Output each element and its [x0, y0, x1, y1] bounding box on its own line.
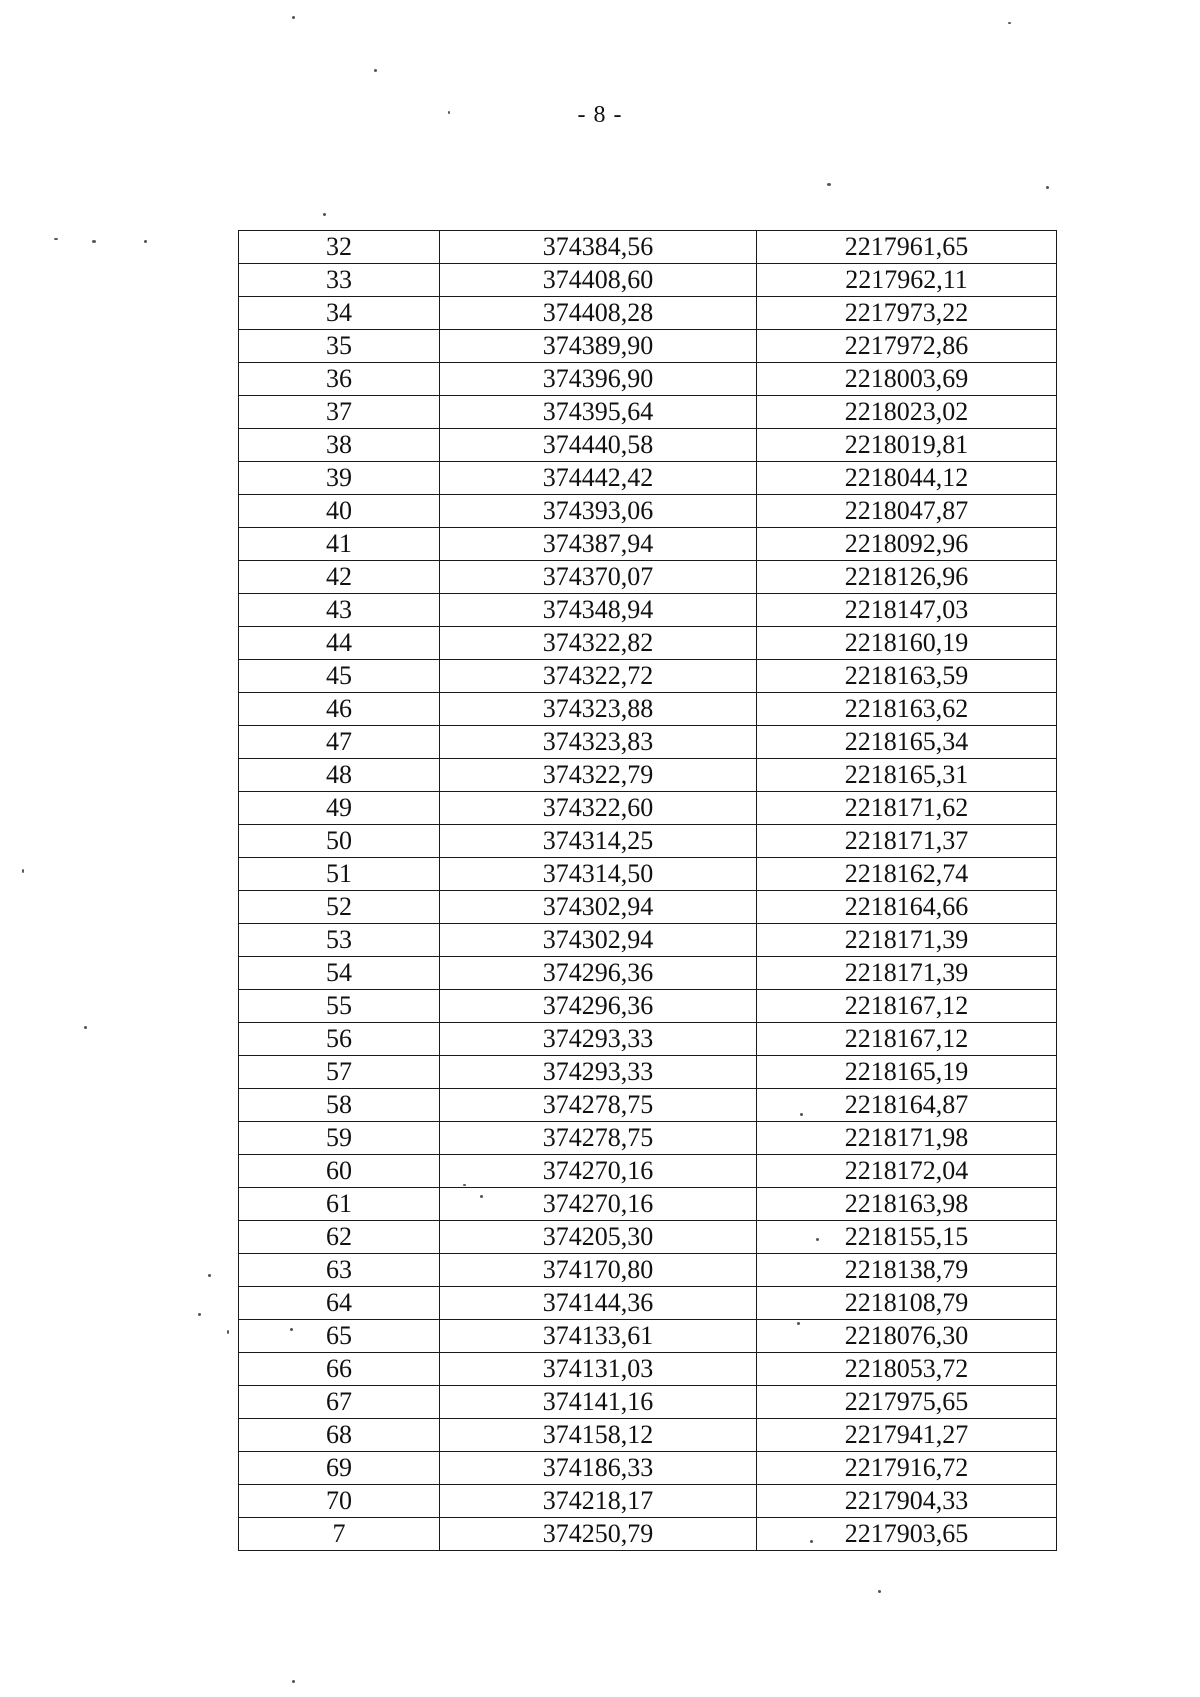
table-row [239, 1353, 1057, 1386]
scan-speck [448, 111, 450, 114]
y-coordinate-cell: 2217904,33 [757, 1485, 1057, 1518]
scan-speck [84, 1026, 87, 1029]
point-number-cell: 62 [239, 1221, 440, 1254]
scan-speck [292, 1680, 295, 1683]
table-row [239, 231, 1057, 264]
scan-speck [323, 213, 326, 216]
x-coordinate-cell: 374293,33 [440, 1023, 757, 1056]
y-coordinate-cell: 2218053,72 [757, 1353, 1057, 1386]
scan-speck [797, 1322, 800, 1325]
x-coordinate-cell: 374314,25 [440, 825, 757, 858]
table-row [239, 858, 1057, 891]
y-coordinate-cell: 2218171,37 [757, 825, 1057, 858]
y-coordinate-cell: 2217941,27 [757, 1419, 1057, 1452]
point-number-cell: 49 [239, 792, 440, 825]
x-coordinate-cell: 374278,75 [440, 1089, 757, 1122]
x-coordinate-cell: 374205,30 [440, 1221, 757, 1254]
point-number-cell: 41 [239, 528, 440, 561]
point-number-cell: 57 [239, 1056, 440, 1089]
y-coordinate-cell: 2218023,02 [757, 396, 1057, 429]
scan-speck [1008, 22, 1011, 24]
x-coordinate-cell: 374408,60 [440, 264, 757, 297]
x-coordinate-cell: 374395,64 [440, 396, 757, 429]
x-coordinate-cell: 374131,03 [440, 1353, 757, 1386]
y-coordinate-cell: 2218167,12 [757, 1023, 1057, 1056]
scan-speck [92, 240, 96, 243]
table-row [239, 1419, 1057, 1452]
point-number-cell: 52 [239, 891, 440, 924]
y-coordinate-cell: 2218164,87 [757, 1089, 1057, 1122]
table-row [239, 1320, 1057, 1353]
table-row [239, 561, 1057, 594]
x-coordinate-cell: 374218,17 [440, 1485, 757, 1518]
scan-speck [54, 238, 58, 240]
table-row [239, 1287, 1057, 1320]
y-coordinate-cell: 2218160,19 [757, 627, 1057, 660]
y-coordinate-cell: 2218165,19 [757, 1056, 1057, 1089]
y-coordinate-cell: 2218138,79 [757, 1254, 1057, 1287]
x-coordinate-cell: 374408,28 [440, 297, 757, 330]
y-coordinate-cell: 2217961,65 [757, 231, 1057, 264]
point-number-cell: 68 [239, 1419, 440, 1452]
x-coordinate-cell: 374396,90 [440, 363, 757, 396]
table-row [239, 264, 1057, 297]
table-row [239, 825, 1057, 858]
x-coordinate-cell: 374293,33 [440, 1056, 757, 1089]
point-number-cell: 67 [239, 1386, 440, 1419]
x-coordinate-cell: 374322,82 [440, 627, 757, 660]
point-number-cell: 40 [239, 495, 440, 528]
x-coordinate-cell: 374323,83 [440, 726, 757, 759]
y-coordinate-cell: 2218171,39 [757, 957, 1057, 990]
point-number-cell: 44 [239, 627, 440, 660]
scan-speck [290, 1328, 293, 1331]
table-row [239, 957, 1057, 990]
scan-speck [1046, 186, 1049, 189]
y-coordinate-cell: 2218163,59 [757, 660, 1057, 693]
scan-speck [208, 1274, 211, 1277]
point-number-cell: 42 [239, 561, 440, 594]
y-coordinate-cell: 2217962,11 [757, 264, 1057, 297]
scan-speck [800, 1113, 803, 1116]
x-coordinate-cell: 374250,79 [440, 1518, 757, 1551]
scan-speck [480, 1195, 483, 1198]
point-number-cell: 59 [239, 1122, 440, 1155]
scan-speck [463, 1184, 466, 1186]
point-number-cell: 50 [239, 825, 440, 858]
y-coordinate-cell: 2218171,39 [757, 924, 1057, 957]
point-number-cell: 66 [239, 1353, 440, 1386]
table-row [239, 396, 1057, 429]
table-row [239, 1386, 1057, 1419]
x-coordinate-cell: 374133,61 [440, 1320, 757, 1353]
table-row [239, 693, 1057, 726]
point-number-cell: 34 [239, 297, 440, 330]
x-coordinate-cell: 374278,75 [440, 1122, 757, 1155]
point-number-cell: 51 [239, 858, 440, 891]
point-number-cell: 70 [239, 1485, 440, 1518]
table-row [239, 759, 1057, 792]
y-coordinate-cell: 2217975,65 [757, 1386, 1057, 1419]
x-coordinate-cell: 374322,60 [440, 792, 757, 825]
x-coordinate-cell: 374393,06 [440, 495, 757, 528]
x-coordinate-cell: 374323,88 [440, 693, 757, 726]
x-coordinate-cell: 374440,58 [440, 429, 757, 462]
point-number-cell: 53 [239, 924, 440, 957]
y-coordinate-cell: 2217903,65 [757, 1518, 1057, 1551]
point-number-cell: 32 [239, 231, 440, 264]
coordinates-table [238, 230, 1057, 1551]
point-number-cell: 48 [239, 759, 440, 792]
y-coordinate-cell: 2218147,03 [757, 594, 1057, 627]
x-coordinate-cell: 374384,56 [440, 231, 757, 264]
scan-speck [374, 69, 377, 72]
y-coordinate-cell: 2218167,12 [757, 990, 1057, 1023]
y-coordinate-cell: 2218155,15 [757, 1221, 1057, 1254]
x-coordinate-cell: 374144,36 [440, 1287, 757, 1320]
table-row [239, 594, 1057, 627]
table-row [239, 990, 1057, 1023]
point-number-cell: 7 [239, 1518, 440, 1551]
table-row [239, 1518, 1057, 1551]
x-coordinate-cell: 374270,16 [440, 1188, 757, 1221]
x-coordinate-cell: 374186,33 [440, 1452, 757, 1485]
point-number-cell: 69 [239, 1452, 440, 1485]
scan-speck [292, 16, 295, 19]
x-coordinate-cell: 374389,90 [440, 330, 757, 363]
table-row [239, 1023, 1057, 1056]
point-number-cell: 35 [239, 330, 440, 363]
x-coordinate-cell: 374141,16 [440, 1386, 757, 1419]
point-number-cell: 61 [239, 1188, 440, 1221]
x-coordinate-cell: 374322,72 [440, 660, 757, 693]
table-row [239, 627, 1057, 660]
table-row [239, 1452, 1057, 1485]
point-number-cell: 54 [239, 957, 440, 990]
scan-speck [827, 183, 831, 186]
y-coordinate-cell: 2218165,34 [757, 726, 1057, 759]
y-coordinate-cell: 2218092,96 [757, 528, 1057, 561]
scan-speck [22, 869, 24, 873]
y-coordinate-cell: 2218108,79 [757, 1287, 1057, 1320]
x-coordinate-cell: 374314,50 [440, 858, 757, 891]
x-coordinate-cell: 374170,80 [440, 1254, 757, 1287]
table-row [239, 429, 1057, 462]
table-row [239, 1254, 1057, 1287]
table-row [239, 1155, 1057, 1188]
y-coordinate-cell: 2218171,62 [757, 792, 1057, 825]
y-coordinate-cell: 2218003,69 [757, 363, 1057, 396]
table-row [239, 297, 1057, 330]
table-row [239, 660, 1057, 693]
page-number: - 8 - [577, 102, 623, 128]
y-coordinate-cell: 2218019,81 [757, 429, 1057, 462]
point-number-cell: 36 [239, 363, 440, 396]
table-row [239, 462, 1057, 495]
y-coordinate-cell: 2218165,31 [757, 759, 1057, 792]
point-number-cell: 43 [239, 594, 440, 627]
y-coordinate-cell: 2218047,87 [757, 495, 1057, 528]
table-row [239, 792, 1057, 825]
x-coordinate-cell: 374296,36 [440, 990, 757, 1023]
y-coordinate-cell: 2217972,86 [757, 330, 1057, 363]
y-coordinate-cell: 2218126,96 [757, 561, 1057, 594]
point-number-cell: 33 [239, 264, 440, 297]
x-coordinate-cell: 374370,07 [440, 561, 757, 594]
y-coordinate-cell: 2218044,12 [757, 462, 1057, 495]
point-number-cell: 58 [239, 1089, 440, 1122]
table-row [239, 891, 1057, 924]
y-coordinate-cell: 2218162,74 [757, 858, 1057, 891]
x-coordinate-cell: 374296,36 [440, 957, 757, 990]
point-number-cell: 63 [239, 1254, 440, 1287]
table-row [239, 726, 1057, 759]
y-coordinate-cell: 2218164,66 [757, 891, 1057, 924]
point-number-cell: 65 [239, 1320, 440, 1353]
table-row [239, 363, 1057, 396]
point-number-cell: 64 [239, 1287, 440, 1320]
point-number-cell: 39 [239, 462, 440, 495]
y-coordinate-cell: 2218172,04 [757, 1155, 1057, 1188]
x-coordinate-cell: 374302,94 [440, 924, 757, 957]
y-coordinate-cell: 2218163,98 [757, 1188, 1057, 1221]
x-coordinate-cell: 374270,16 [440, 1155, 757, 1188]
x-coordinate-cell: 374322,79 [440, 759, 757, 792]
scan-speck [878, 1590, 881, 1593]
point-number-cell: 37 [239, 396, 440, 429]
table-row [239, 1089, 1057, 1122]
y-coordinate-cell: 2217916,72 [757, 1452, 1057, 1485]
scan-speck [144, 240, 147, 243]
table-row [239, 924, 1057, 957]
table-row [239, 1122, 1057, 1155]
table-row [239, 330, 1057, 363]
x-coordinate-cell: 374387,94 [440, 528, 757, 561]
scan-speck [816, 1238, 819, 1241]
x-coordinate-cell: 374158,12 [440, 1419, 757, 1452]
x-coordinate-cell: 374348,94 [440, 594, 757, 627]
scan-speck [198, 1313, 201, 1316]
table-row [239, 528, 1057, 561]
point-number-cell: 56 [239, 1023, 440, 1056]
y-coordinate-cell: 2217973,22 [757, 297, 1057, 330]
y-coordinate-cell: 2218076,30 [757, 1320, 1057, 1353]
point-number-cell: 55 [239, 990, 440, 1023]
table-row [239, 1485, 1057, 1518]
y-coordinate-cell: 2218171,98 [757, 1122, 1057, 1155]
point-number-cell: 47 [239, 726, 440, 759]
y-coordinate-cell: 2218163,62 [757, 693, 1057, 726]
point-number-cell: 45 [239, 660, 440, 693]
table-row [239, 495, 1057, 528]
x-coordinate-cell: 374302,94 [440, 891, 757, 924]
x-coordinate-cell: 374442,42 [440, 462, 757, 495]
table-row [239, 1221, 1057, 1254]
table-row [239, 1056, 1057, 1089]
scan-speck [227, 1330, 229, 1334]
table-row [239, 1188, 1057, 1221]
point-number-cell: 60 [239, 1155, 440, 1188]
coordinates-table-body [239, 231, 1057, 1551]
point-number-cell: 46 [239, 693, 440, 726]
scan-speck [810, 1540, 813, 1543]
point-number-cell: 38 [239, 429, 440, 462]
